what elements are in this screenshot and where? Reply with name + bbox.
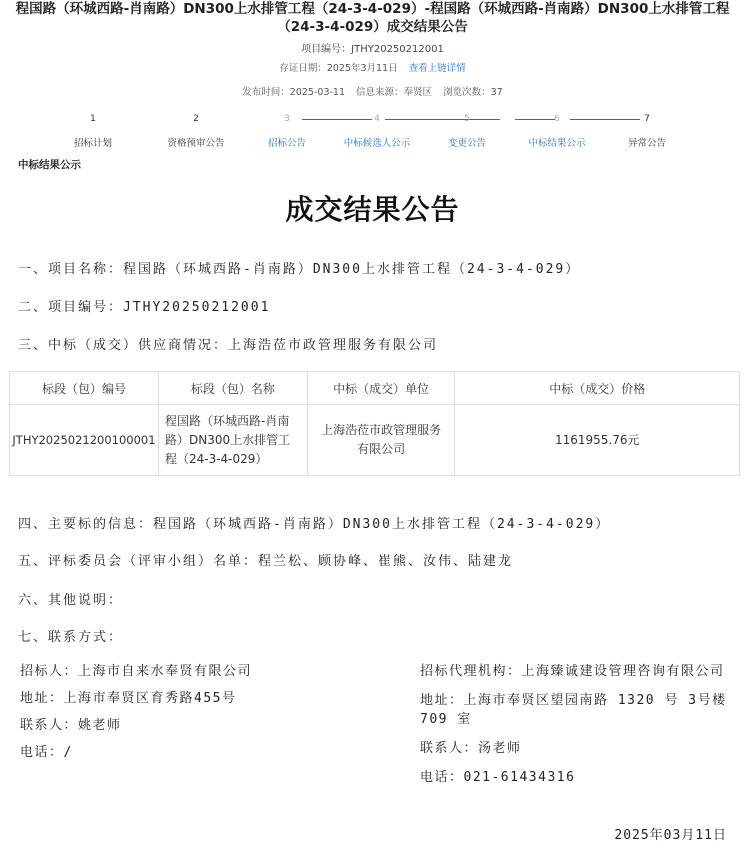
info-source: 信息来源：奉贤区 — [356, 87, 433, 98]
section-tag: 中标结果公示 — [18, 159, 81, 171]
table-row — [10, 405, 740, 476]
publish-time: 发布时间：2025-03-11 — [242, 87, 346, 98]
step-number: 6 — [554, 114, 560, 124]
table-cell: 上海浩莅市政管理服务有限公司 — [307, 405, 455, 476]
step-bid-plan[interactable] — [43, 112, 143, 149]
step-number: 3 — [284, 114, 290, 124]
contact-agency — [420, 662, 738, 787]
step-label: 中标候选人公示 — [343, 138, 411, 149]
publish-meta — [0, 84, 745, 98]
table-header: 中标（成交）价格 — [455, 372, 740, 405]
item-project-number: 二、项目编号：JTHY20250212001 — [18, 300, 271, 315]
table-cell: 程国路（环城西路-肖南路）DN300上水排管工程（24-3-4-029） — [158, 405, 307, 476]
project-number: 项目编号：JTHY20250212001 — [301, 44, 444, 55]
step-number: 2 — [193, 114, 199, 124]
table-header: 标段（包）编号 — [10, 372, 159, 405]
step-label: 中标结果公示 — [528, 138, 586, 149]
agency-address: 地址：上海市奉贤区望园南路 1320 号 3号楼 709 室 — [420, 693, 727, 727]
step-award-result[interactable] — [507, 112, 607, 149]
agency-contact: 联系人：汤老师 — [420, 741, 522, 756]
step-number: 7 — [644, 114, 650, 124]
step-label: 异常公告 — [627, 138, 666, 149]
table-cell: JTHY2025021200100001 — [10, 405, 159, 476]
step-number: 4 — [374, 114, 380, 124]
step-label: 变更公告 — [447, 138, 486, 149]
step-number: 5 — [464, 114, 470, 124]
table-header-row — [10, 372, 740, 405]
page-title: 程国路（环城西路-肖南路）DN300上水排管工程（24-3-4-029）-程国路（环城西路-肖南路）DN300上水排管工程（24-3-4-029）成交结果公告 — [15, 1, 730, 35]
deposit-date: 存证日期：2025年3月11日 — [279, 63, 398, 74]
step-label: 资格预审公告 — [167, 138, 225, 149]
item-other-notes: 六、其他说明： — [18, 593, 124, 608]
table-cell: 1161955.76元 — [455, 405, 740, 476]
step-candidate-notice[interactable] — [327, 112, 427, 149]
view-count: 浏览次数：37 — [443, 87, 503, 98]
step-tender-notice[interactable] — [237, 112, 337, 149]
item-main-subject: 四、主要标的信息：程国路（环城西路-肖南路）DN300上水排管工程（24-3-4-029） — [18, 517, 611, 532]
table-header: 中标（成交）单位 — [307, 372, 455, 405]
step-label: 招标公告 — [267, 138, 306, 149]
item-committee: 五、评标委员会（评审小组）名单：程兰松、顾协峰、崔熊、汝伟、陆建龙 — [18, 554, 514, 569]
process-steps — [40, 112, 700, 152]
tenderer-address: 地址：上海市奉贤区育秀路455号 — [20, 691, 237, 706]
result-table — [9, 371, 740, 476]
document-date: 2025年03月11日 — [614, 828, 727, 843]
tenderer-name: 招标人：上海市自来水奉贤有限公司 — [20, 664, 253, 679]
step-prequalification[interactable] — [146, 112, 246, 149]
step-number: 1 — [90, 114, 96, 124]
tenderer-contact: 联系人：姚老师 — [20, 718, 122, 733]
tenderer-phone: 电话：/ — [20, 745, 73, 760]
agency-phone: 电话：021-61434316 — [420, 770, 576, 785]
view-chain-details-link[interactable]: 查看上链详情 — [408, 63, 466, 74]
agency-name: 招标代理机构：上海臻诚建设管理咨询有限公司 — [420, 664, 725, 679]
step-change-notice[interactable] — [417, 112, 517, 149]
deposit-info — [0, 60, 745, 74]
item-contact: 七、联系方式： — [18, 630, 124, 645]
step-exception-notice[interactable] — [597, 112, 697, 149]
table-header: 标段（包）名称 — [158, 372, 307, 405]
item-supplier: 三、中标（成交）供应商情况：上海浩莅市政管理服务有限公司 — [18, 338, 439, 353]
step-label: 招标计划 — [73, 138, 112, 149]
document-title: 成交结果公告 — [285, 193, 460, 226]
item-project-name: 一、项目名称：程国路（环城西路-肖南路）DN300上水排管工程（24-3-4-029） — [18, 262, 581, 277]
contact-tenderer — [20, 662, 340, 762]
